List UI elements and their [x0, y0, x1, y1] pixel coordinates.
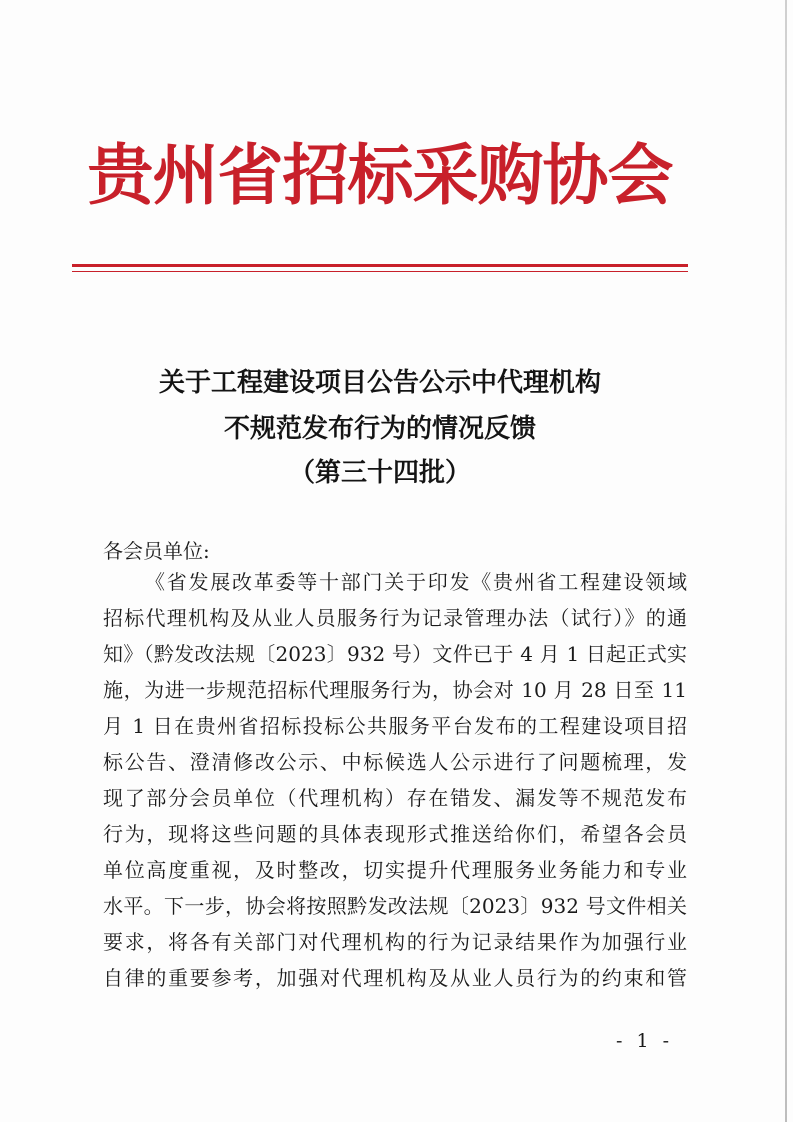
body-line: 现了部分会员单位（代理机构）存在错发、漏发等不规范发布	[103, 786, 687, 810]
body-line: 知》（黔发改法规〔2023〕932 号）文件已于 4 月 1 日起正式实	[103, 642, 687, 666]
body-line: 水平。下一步，协会将按照黔发改法规〔2023〕932 号文件相关	[103, 894, 687, 918]
body-line: 月 1 日在贵州省招标投标公共服务平台发布的工程建设项目招	[103, 714, 687, 738]
document-title-batch: （第三十四批）	[288, 458, 471, 488]
body-line: 施，为进一步规范招标代理服务行为，协会对 10 月 28 日至 11	[103, 678, 687, 702]
body-line: 要求，将各有关部门对代理机构的行为记录结果作为加强行业	[103, 930, 687, 954]
document-title-line-2: 不规范发布行为的情况反馈	[223, 414, 536, 444]
body-line: 单位高度重视，及时整改，切实提升代理服务业务能力和专业	[103, 858, 687, 882]
letterhead-organization-name: 贵州省招标采购协会	[87, 137, 673, 214]
body-line: 《省发展改革委等十部门关于印发《贵州省工程建设领域	[145, 570, 687, 594]
page-number: - 1 -	[616, 1030, 674, 1052]
document-title-line-1: 关于工程建设项目公告公示中代理机构	[158, 368, 601, 398]
letterhead-rule-thin	[72, 271, 688, 272]
scan-edge-shadow	[785, 0, 787, 1122]
body-line: 标公告、澄清修改公示、中标候选人公示进行了问题梳理，发	[103, 750, 687, 774]
body-line: 行为，现将这些问题的具体表现形式推送给你们，希望各会员	[103, 822, 687, 846]
salutation: 各会员单位:	[103, 539, 210, 563]
body-line: 招标代理机构及从业人员服务行为记录管理办法（试行）》的通	[103, 606, 687, 630]
body-line: 自律的重要参考，加强对代理机构及从业人员行为的约束和管	[103, 966, 687, 990]
letterhead-rule-thick	[72, 264, 688, 267]
